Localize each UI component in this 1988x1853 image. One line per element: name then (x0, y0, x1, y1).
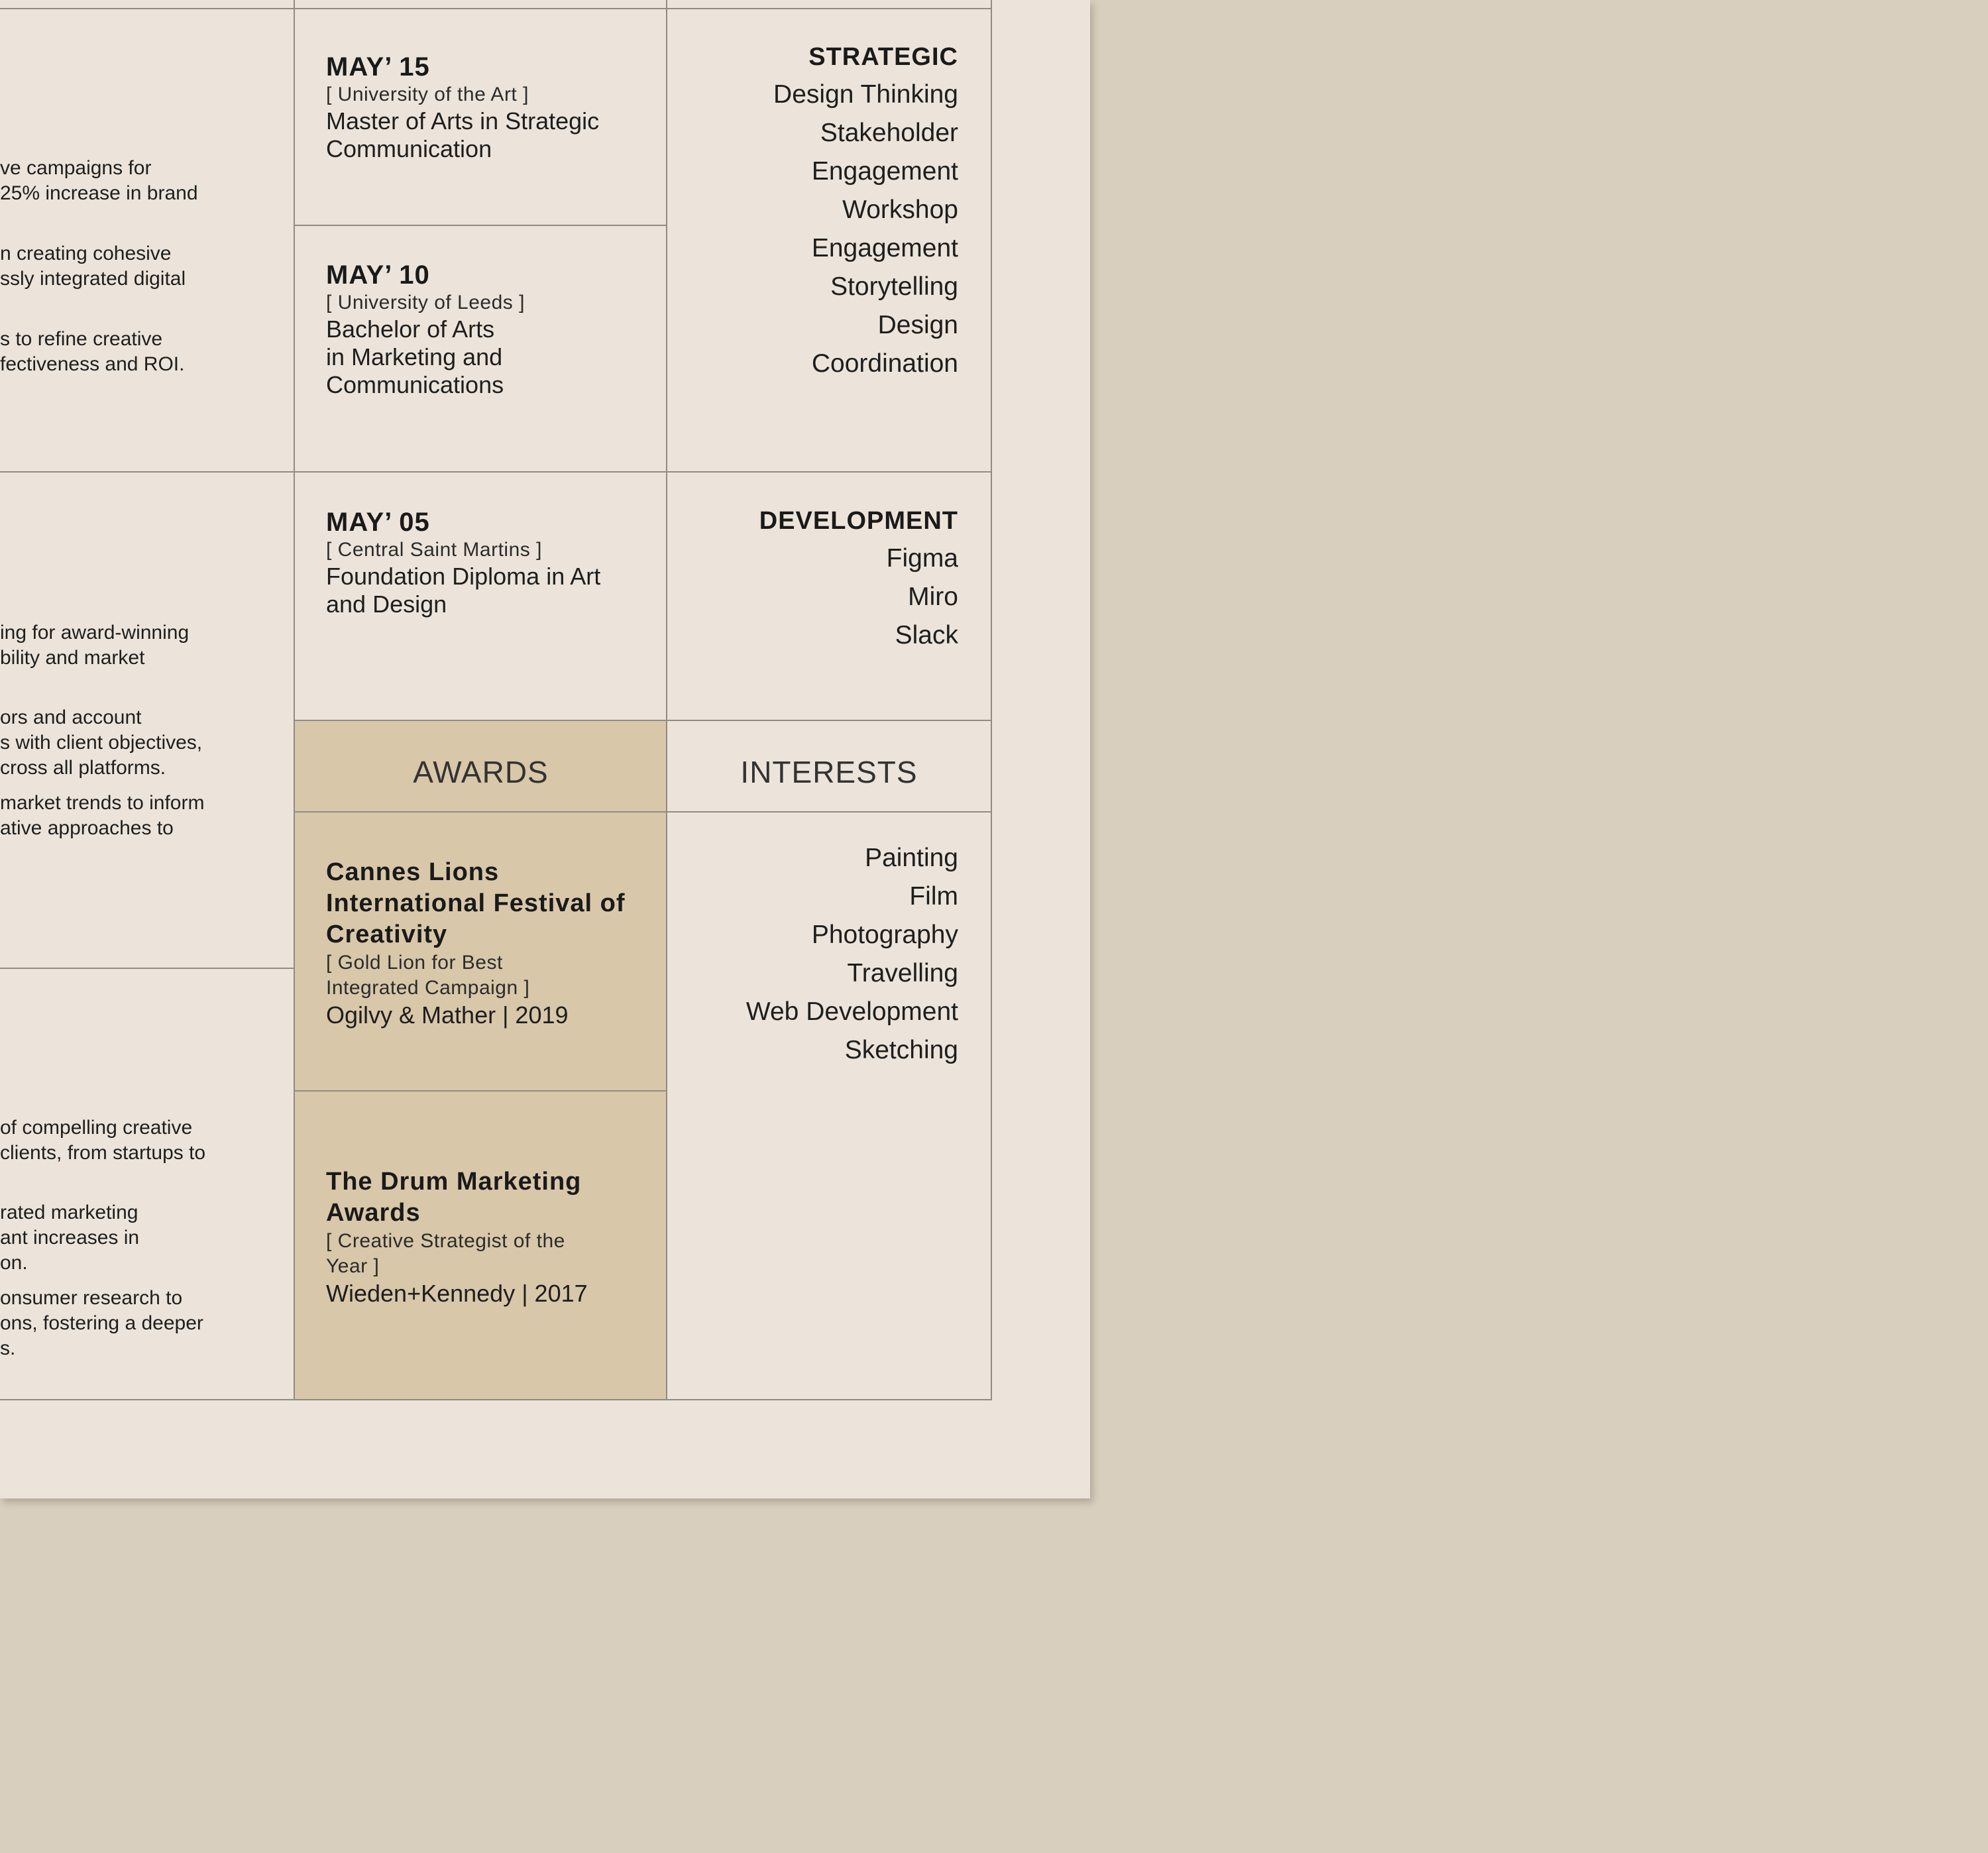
experience-line: rated marketing (0, 1202, 138, 1223)
grid-line (666, 0, 667, 1400)
grid-line (295, 720, 992, 721)
experience-line: fectiveness and ROI. (0, 353, 185, 375)
award-title-line: International Festival of (326, 889, 626, 917)
experience-line: s to refine creative (0, 328, 163, 350)
education-degree-line: Communication (326, 135, 492, 162)
skill-item: Workshop (842, 196, 958, 224)
experience-line: ative approaches to (0, 817, 174, 839)
interests-list (673, 839, 958, 1070)
skill-item: Slack (895, 621, 958, 649)
education-school: [ University of the Art ] (326, 84, 529, 105)
experience-line: ons, fostering a deeper (0, 1312, 203, 1334)
award-entry (326, 1166, 657, 1308)
resume-grid (0, 0, 992, 1400)
experience-line: onsumer research to (0, 1287, 183, 1309)
award-title-line: The Drum Marketing (326, 1168, 582, 1196)
skills-heading: STRATEGIC (808, 43, 958, 71)
education-entry (326, 52, 657, 163)
education-entry (326, 507, 657, 618)
experience-line: clients, from startups to (0, 1142, 206, 1164)
experience-line: bility and market (0, 647, 145, 669)
education-school: [ University of Leeds ] (326, 292, 525, 313)
skill-item: Design Thinking (773, 80, 958, 109)
education-school: [ Central Saint Martins ] (326, 539, 542, 561)
interests-heading: INTERESTS (740, 755, 918, 789)
experience-line: s with client objectives, (0, 732, 203, 754)
resume-page (0, 0, 1090, 1498)
education-date: MAY’ 15 (326, 52, 430, 82)
grid-line (991, 0, 992, 1400)
skills-strategic (673, 38, 958, 383)
award-title-line: Awards (326, 1199, 421, 1227)
skills-heading: DEVELOPMENT (759, 507, 958, 535)
skill-item: Figma (886, 544, 958, 573)
education-degree-line: Master of Arts in Strategic (326, 107, 600, 135)
experience-line: market trends to inform (0, 792, 205, 814)
experience-line: n creating cohesive (0, 243, 172, 264)
grid-line (0, 1399, 992, 1400)
interest-item: Sketching (844, 1036, 958, 1064)
award-category-line: Integrated Campaign ] (326, 977, 530, 999)
awards-heading: AWARDS (413, 755, 549, 789)
experience-line: ve campaigns for (0, 157, 152, 179)
award-category-line: [ Creative Strategist of the (326, 1230, 565, 1252)
skill-item: Engagement (811, 157, 958, 186)
education-date: MAY’ 05 (326, 508, 430, 537)
education-entry (326, 260, 657, 399)
skill-item: Engagement (811, 234, 958, 262)
award-title-line: Creativity (326, 921, 448, 948)
education-degree-line: in Marketing and (326, 343, 503, 370)
experience-line: ors and account (0, 706, 142, 728)
award-organization: Wieden+Kennedy | 2017 (326, 1280, 588, 1307)
interest-item: Photography (811, 921, 958, 949)
experience-line: ant increases in (0, 1227, 140, 1249)
skills-development (673, 502, 958, 655)
education-date: MAY’ 10 (326, 260, 430, 290)
skill-item: Coordination (811, 349, 958, 378)
experience-line: 25% increase in brand (0, 182, 198, 204)
skill-item: Stakeholder (820, 119, 958, 147)
experience-line: s. (0, 1337, 16, 1359)
skill-item: Storytelling (830, 272, 958, 301)
experience-line: ssly integrated digital (0, 268, 186, 290)
education-degree-line: Bachelor of Arts (326, 315, 495, 343)
award-title-line: Cannes Lions (326, 858, 500, 886)
award-organization: Ogilvy & Mather | 2019 (326, 1001, 569, 1029)
interest-item: Travelling (847, 959, 958, 987)
experience-line: ing for award-winning (0, 622, 190, 644)
education-degree-line: Communications (326, 371, 504, 398)
grid-line (295, 1090, 667, 1092)
interest-item: Web Development (746, 997, 958, 1026)
award-category-line: Year ] (326, 1255, 380, 1277)
grid-line (295, 811, 992, 813)
education-degree-line: and Design (326, 590, 447, 618)
award-category-line: [ Gold Lion for Best (326, 952, 503, 974)
skill-item: Miro (908, 583, 958, 611)
education-degree-line: Foundation Diploma in Art (326, 563, 601, 590)
interest-item: Film (909, 882, 958, 911)
experience-line: on. (0, 1252, 28, 1274)
skill-item: Design (877, 311, 958, 339)
interest-item: Painting (865, 844, 958, 872)
award-entry (326, 857, 657, 1030)
grid-line (295, 225, 667, 226)
experience-line: cross all platforms. (0, 757, 166, 779)
experience-column (0, 0, 294, 1399)
experience-line: of compelling creative (0, 1117, 193, 1139)
grid-line (294, 0, 295, 1400)
